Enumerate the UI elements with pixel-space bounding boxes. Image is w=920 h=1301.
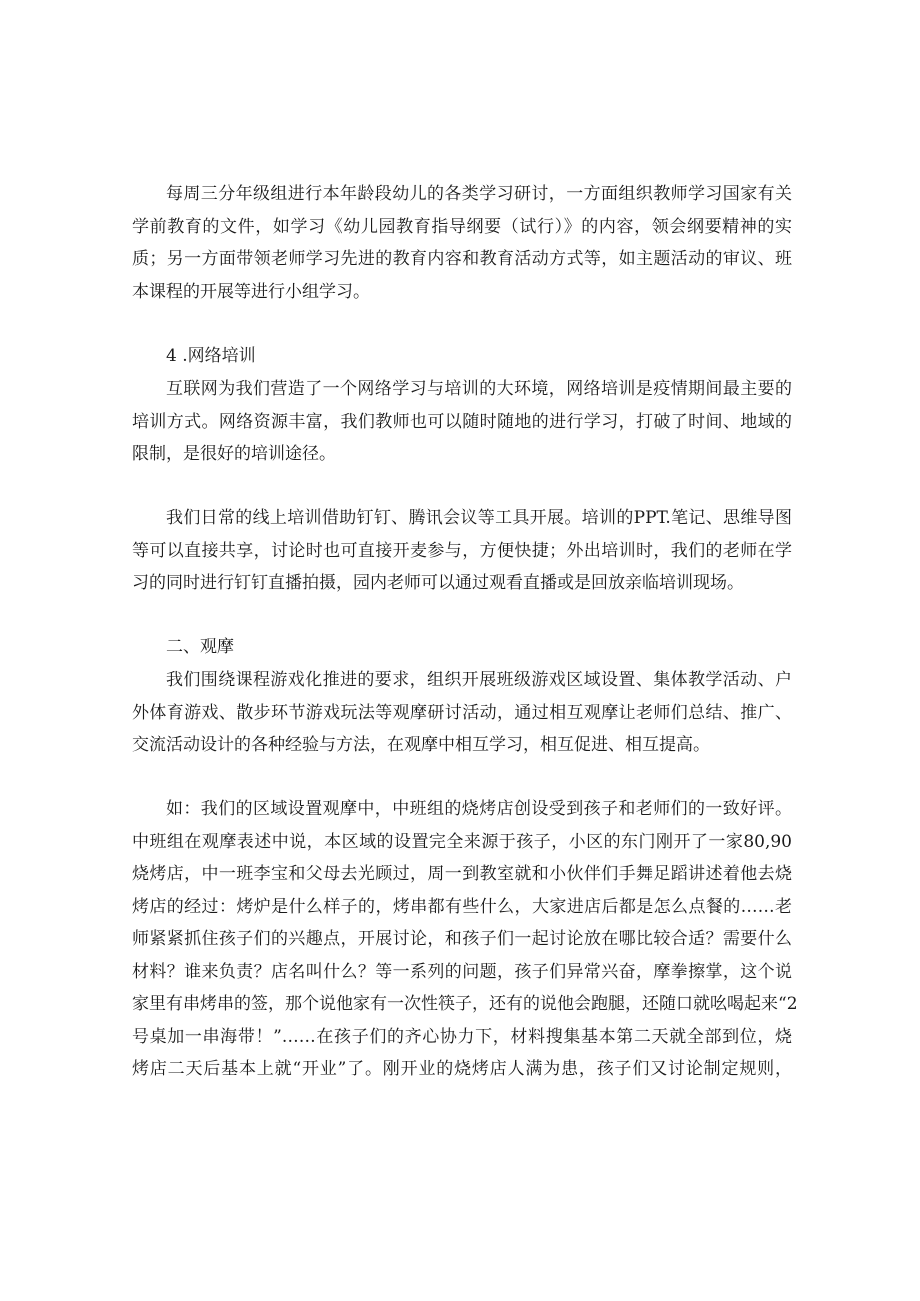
text-line: 如：我们的区域设置观摩中，中班组的烧烤店创设受到孩子和老师们的一致好评。 — [166, 799, 792, 819]
text-line: 家里有串烤串的签，那个说他家有一次性筷子，还有的说他会跑腿，还随口就吆喝起来“2 — [132, 994, 798, 1014]
paragraph-study-research — [132, 178, 792, 308]
text-line: 烤店的经过：烤炉是什么样子的，烤串都有些什么，大家进店后都是怎么点餐的……老 — [132, 896, 792, 917]
paragraph-course-gamification — [132, 664, 792, 762]
text-line: 质；另一方面带领老师学习先进的教育内容和教育活动方式等，如主题活动的审议、班 — [132, 249, 792, 269]
text-line: 交流活动设计的各种经验与方法，在观摩中相互学习，相互促进、相互提高。 — [132, 735, 710, 755]
text-line: 中班组在观摩表述中说，本区域的设置完全来源于孩子，小区的东门刚开了一家80,90 — [132, 831, 792, 852]
text-line: 我们围绕课程游戏化推进的要求，组织开展班级游戏区域设置、集体教学活动、户 — [166, 670, 792, 690]
paragraph-internet — [132, 373, 792, 471]
heading-online-training — [132, 340, 792, 373]
section-heading: 4 .网络培训 — [166, 346, 256, 366]
text-line: 等可以直接共享，讨论时也可直接开麦参与，方便快捷；外出培训时，我们的老师在学 — [132, 540, 792, 561]
text-line: 本课程的开展等进行小组学习。 — [132, 281, 370, 302]
section-heading: 二、观摩 — [166, 637, 234, 657]
text-line: 材料？谁来负责？店名叫什么？等一系列的问题，孩子们异常兴奋，摩拳擦掌，这个说 — [132, 961, 792, 982]
text-line: 习的同时进行钉钉直播拍摄，园内老师可以通过观看直播或是回放亲临培训现场。 — [132, 573, 744, 593]
text-line: 我们日常的线上培训借助钉钉、腾讯会议等工具开展。培训的PPT.笔记、思维导图 — [166, 508, 792, 528]
text-line: 号桌加一串海带！”……在孩子们的齐心协力下，材料搜集基本第二天就全部到位，烧 — [132, 1026, 792, 1047]
paragraph-daily-online — [132, 502, 792, 600]
heading-observation — [132, 631, 792, 664]
text-line: 烧烤店，中一班李宝和父母去光顾过，周一到教室就和小伙伴们手舞足蹈讲述着他去烧 — [132, 864, 792, 884]
text-line: 培训方式。网络资源丰富，我们教师也可以随时随地的进行学习，打破了时间、地域的 — [132, 411, 792, 432]
paragraph-bbq-shop — [132, 793, 798, 1086]
text-line: 每周三分年级组进行本年龄段幼儿的各类学习研讨，一方面组织教师学习国家有关 — [166, 184, 792, 204]
text-line: 学前教育的文件，如学习《幼儿园教育指导纲要（试行）》的内容，领会纲要精神的实 — [132, 216, 792, 237]
text-line: 限制，是很好的培训途径。 — [132, 444, 336, 464]
text-line: 师紧紧抓住孩子们的兴趣点，开展讨论，和孩子们一起讨论放在哪比较合适？需要什么 — [132, 929, 792, 949]
text-line: 外体育游戏、散步环节游戏玩法等观摩研讨活动，通过相互观摩让老师们总结、推广、 — [132, 702, 792, 723]
text-line: 互联网为我们营造了一个网络学习与培训的大环境，网络培训是疫情期间最主要的 — [166, 379, 792, 399]
text-line: 烤店二天后基本上就“开业”了。刚开业的烧烤店人满为患，孩子们又讨论制定规则， — [132, 1059, 792, 1079]
